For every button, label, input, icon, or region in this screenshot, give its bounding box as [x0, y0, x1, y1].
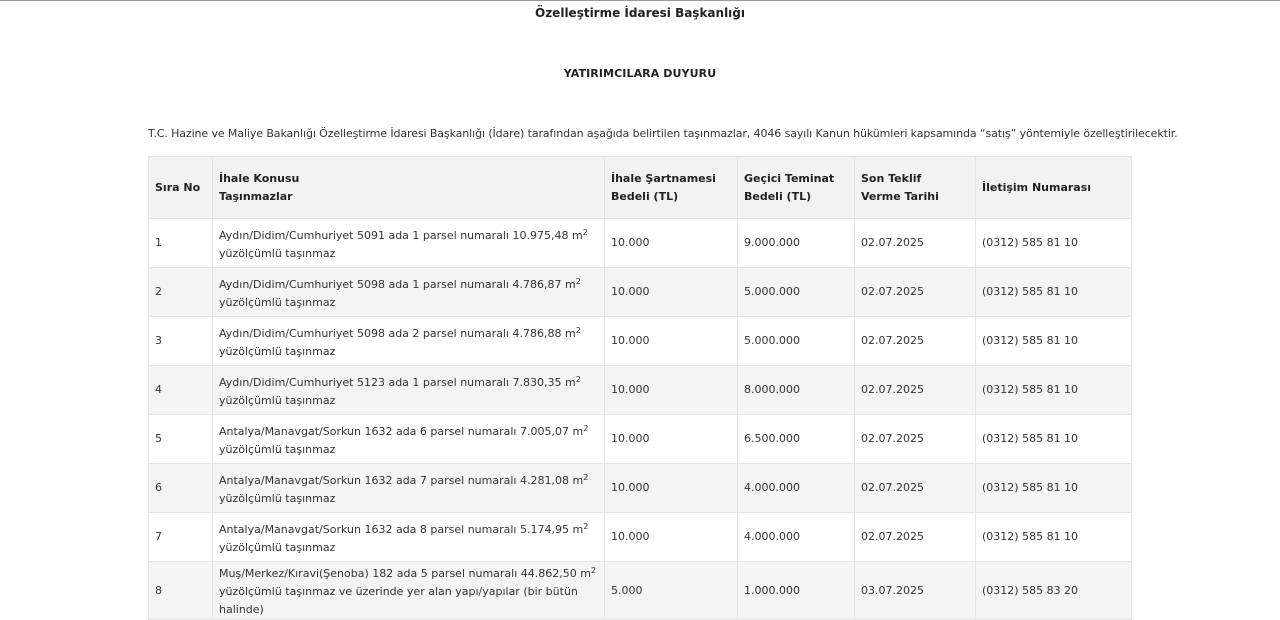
header-sira-no-label: Sıra No [155, 180, 201, 194]
cell-sartname-bedeli: 10.000 [605, 513, 738, 562]
cell-ihale-konusu [213, 268, 605, 317]
cell-desc-unit: m [572, 424, 584, 438]
cell-sartname-bedeli: 5.000 [605, 562, 738, 620]
cell-teminat-bedeli: 5.000.000 [738, 268, 855, 317]
cell-desc-main: Aydın/Didim/Cumhuriyet 5098 ada 2 parsel numaralı 4.786,88 [219, 326, 562, 340]
header-sartname-line2: Bedeli (TL) [611, 189, 679, 203]
auction-table [148, 156, 1132, 620]
cell-iletisim: (0312) 585 83 20 [976, 562, 1132, 620]
cell-ihale-konusu [213, 317, 605, 366]
cell-teminat-bedeli: 8.000.000 [738, 366, 855, 415]
cell-desc-rest: yüzölçümlü taşınmaz ve üzerinde yer alan yapı/yapılar (bir bütün halinde) [219, 585, 578, 616]
table-row [149, 268, 1132, 317]
cell-iletisim: (0312) 585 81 10 [976, 366, 1132, 415]
cell-sira-no: 5 [149, 415, 213, 464]
cell-sira-no: 1 [149, 219, 213, 268]
cell-sira-no: 7 [149, 513, 213, 562]
cell-desc-rest: yüzölçümlü taşınmaz [219, 540, 336, 554]
header-teminat-line2: Bedeli (TL) [744, 189, 812, 203]
header-son-teklif-line2: Verme Tarihi [861, 189, 939, 203]
header-sartname-line1: İhale Şartnamesi [611, 171, 716, 185]
top-border-line [0, 0, 1280, 1]
header-ihale-konusu-line2: Taşınmazlar [219, 189, 293, 203]
table-header [149, 157, 1132, 219]
cell-desc-unit-exp: 2 [583, 423, 589, 433]
cell-sira-no: 3 [149, 317, 213, 366]
header-ihale-konusu [213, 157, 605, 219]
cell-desc-main: Aydın/Didim/Cumhuriyet 5091 ada 1 parsel numaralı 10.975,48 [219, 228, 569, 242]
cell-son-teklif-tarihi: 02.07.2025 [855, 513, 976, 562]
cell-iletisim: (0312) 585 81 10 [976, 464, 1132, 513]
cell-desc-rest: yüzölçümlü taşınmaz [219, 491, 336, 505]
cell-son-teklif-tarihi: 02.07.2025 [855, 415, 976, 464]
cell-desc-unit-exp: 2 [583, 472, 589, 482]
cell-iletisim: (0312) 585 81 10 [976, 268, 1132, 317]
cell-desc-unit-exp: 2 [590, 566, 597, 575]
cell-teminat-bedeli: 9.000.000 [738, 219, 855, 268]
cell-desc-main: Antalya/Manavgat/Sorkun 1632 ada 8 parsel numaralı 5.174,95 [219, 522, 569, 536]
header-iletisim-label: İletişim Numarası [982, 180, 1092, 194]
intro-paragraph: T.C. Hazine ve Maliye Bakanlığı Özelleştirme İdaresi Başkanlığı (İdare) tarafından aşağıda belirtilen taşınmazlar, 4046 sayılı Kanun hükümleri kapsamında “satış” yöntemiyle özelleştirilecektir. [148, 127, 1178, 140]
cell-son-teklif-tarihi: 02.07.2025 [855, 366, 976, 415]
cell-desc-unit: m [564, 277, 576, 291]
cell-desc-unit-exp: 2 [575, 374, 581, 384]
cell-son-teklif-tarihi: 02.07.2025 [855, 317, 976, 366]
cell-desc-main: Muş/Merkez/Kıravi(Şenoba) 182 ada 5 parsel numaralı 44.862,50 [219, 567, 577, 580]
cell-sartname-bedeli: 10.000 [605, 464, 738, 513]
cell-desc-unit: m [564, 326, 576, 340]
table-row [149, 464, 1132, 513]
cell-sartname-bedeli: 10.000 [605, 317, 738, 366]
cell-ihale-konusu [213, 415, 605, 464]
cell-desc-rest: yüzölçümlü taşınmaz [219, 442, 336, 456]
cell-sira-no: 8 [149, 562, 213, 620]
header-ihale-konusu-line1: İhale Konusu [219, 171, 300, 185]
cell-iletisim: (0312) 585 81 10 [976, 219, 1132, 268]
cell-teminat-bedeli: 1.000.000 [738, 562, 855, 620]
table-row [149, 317, 1132, 366]
cell-desc-rest: yüzölçümlü taşınmaz [219, 344, 336, 358]
cell-son-teklif-tarihi: 03.07.2025 [855, 562, 976, 620]
cell-desc-rest: yüzölçümlü taşınmaz [219, 393, 336, 407]
cell-desc-unit-exp: 2 [575, 325, 581, 335]
cell-teminat-bedeli: 6.500.000 [738, 415, 855, 464]
cell-desc-main: Antalya/Manavgat/Sorkun 1632 ada 6 parsel numaralı 7.005,07 [219, 424, 569, 438]
cell-sartname-bedeli: 10.000 [605, 366, 738, 415]
header-teminat-line1: Geçici Teminat [744, 171, 835, 185]
cell-sira-no: 2 [149, 268, 213, 317]
cell-desc-unit: m [580, 567, 591, 580]
cell-ihale-konusu [213, 366, 605, 415]
cell-desc-unit-exp: 2 [575, 276, 581, 286]
cell-teminat-bedeli: 4.000.000 [738, 513, 855, 562]
cell-desc-unit-exp: 2 [583, 521, 589, 531]
cell-desc-unit: m [572, 473, 584, 487]
cell-sartname-bedeli: 10.000 [605, 415, 738, 464]
cell-ihale-konusu [213, 219, 605, 268]
table-row [149, 562, 1132, 620]
table-body [149, 219, 1132, 620]
cell-ihale-konusu [213, 464, 605, 513]
table-row [149, 366, 1132, 415]
cell-desc-unit: m [572, 522, 584, 536]
cell-desc-unit-exp: 2 [582, 227, 588, 237]
cell-iletisim: (0312) 585 81 10 [976, 415, 1132, 464]
table-row [149, 219, 1132, 268]
header-teminat [738, 157, 855, 219]
cell-son-teklif-tarihi: 02.07.2025 [855, 268, 976, 317]
cell-desc-main: Aydın/Didim/Cumhuriyet 5123 ada 1 parsel numaralı 7.830,35 [219, 375, 562, 389]
notice-title: YATIRIMCILARA DUYURU [563, 67, 717, 80]
cell-son-teklif-tarihi: 02.07.2025 [855, 219, 976, 268]
cell-sira-no: 6 [149, 464, 213, 513]
cell-desc-main: Antalya/Manavgat/Sorkun 1632 ada 7 parsel numaralı 4.281,08 [219, 473, 569, 487]
header-row [149, 157, 1132, 219]
header-son-teklif-line1: Son Teklif [861, 171, 922, 185]
cell-teminat-bedeli: 4.000.000 [738, 464, 855, 513]
header-sira-no [149, 157, 213, 219]
cell-ihale-konusu [213, 562, 605, 620]
cell-desc-rest: yüzölçümlü taşınmaz [219, 246, 336, 260]
cell-desc-unit: m [571, 228, 583, 242]
cell-sartname-bedeli: 10.000 [605, 219, 738, 268]
cell-desc-rest: yüzölçümlü taşınmaz [219, 295, 336, 309]
cell-son-teklif-tarihi: 02.07.2025 [855, 464, 976, 513]
header-son-teklif [855, 157, 976, 219]
table-row [149, 415, 1132, 464]
table-row [149, 513, 1132, 562]
cell-desc-unit: m [564, 375, 576, 389]
organization-title: Özelleştirme İdaresi Başkanlığı [535, 6, 745, 20]
header-iletisim [976, 157, 1132, 219]
cell-iletisim: (0312) 585 81 10 [976, 513, 1132, 562]
cell-desc-main: Aydın/Didim/Cumhuriyet 5098 ada 1 parsel numaralı 4.786,87 [219, 277, 562, 291]
cell-teminat-bedeli: 5.000.000 [738, 317, 855, 366]
header-sartname [605, 157, 738, 219]
cell-sira-no: 4 [149, 366, 213, 415]
cell-sartname-bedeli: 10.000 [605, 268, 738, 317]
cell-ihale-konusu [213, 513, 605, 562]
cell-iletisim: (0312) 585 81 10 [976, 317, 1132, 366]
